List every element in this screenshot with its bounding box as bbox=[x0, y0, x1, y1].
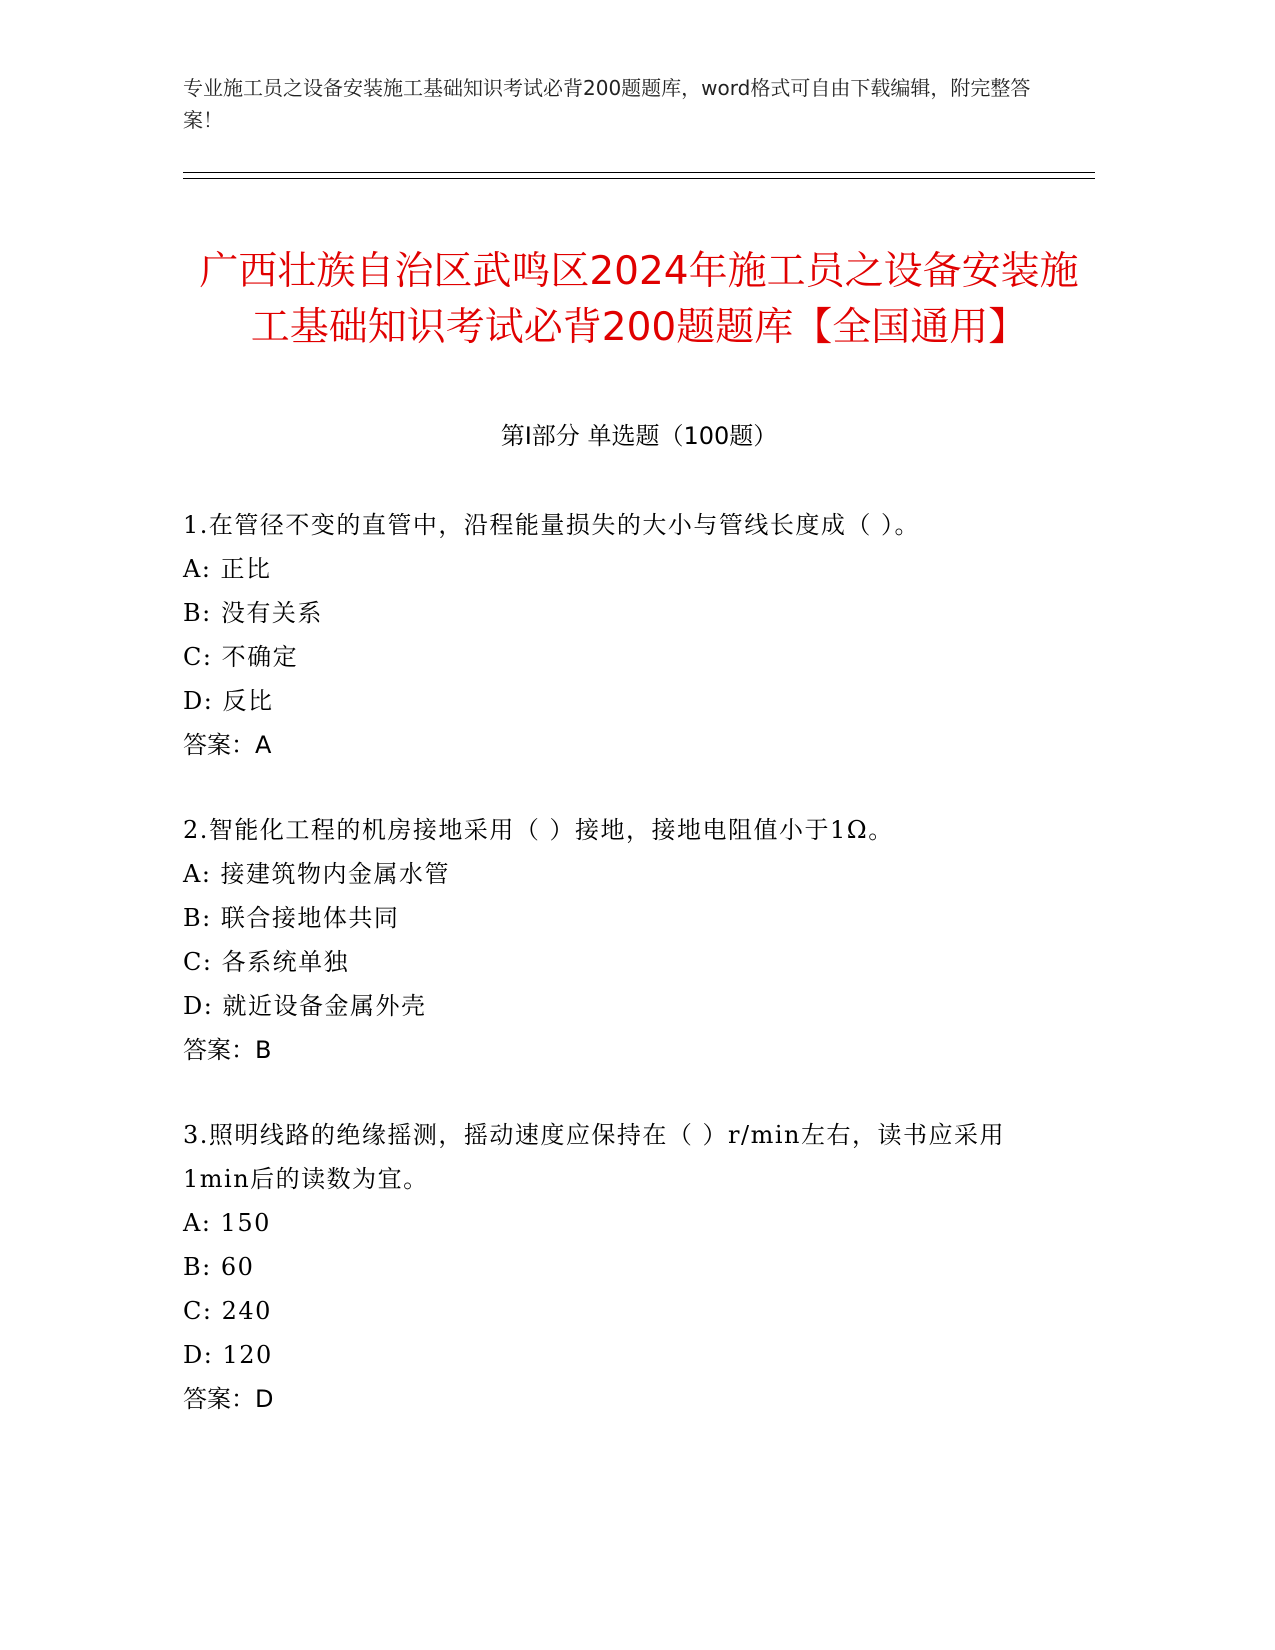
option-c: C: 240 bbox=[183, 1297, 272, 1325]
option-b: B: 没有关系 bbox=[183, 599, 323, 627]
option-a: A: 150 bbox=[183, 1209, 271, 1237]
option-d: D: 反比 bbox=[183, 687, 274, 715]
question-1 bbox=[183, 503, 1043, 767]
question-stem: 2.智能化工程的机房接地采用（ ）接地，接地电阻值小于1Ω。 bbox=[183, 816, 894, 844]
document-title: 广西壮族自治区武鸣区2024年施工员之设备安装施工基础知识考试必背200题题库【全国通用】 bbox=[199, 249, 1079, 351]
option-a: A: 接建筑物内金属水管 bbox=[183, 860, 451, 888]
option-d: D: 就近设备金属外壳 bbox=[183, 992, 427, 1020]
option-a: A: 正比 bbox=[183, 555, 272, 583]
header-rule-top bbox=[183, 172, 1095, 173]
answer: 答案：D bbox=[183, 1385, 274, 1413]
option-b: B: 联合接地体共同 bbox=[183, 904, 400, 932]
answer: 答案：A bbox=[183, 731, 272, 759]
option-c: C: 不确定 bbox=[183, 643, 299, 671]
header-note: 专业施工员之设备安装施工基础知识考试必背200题题库，word格式可自由下载编辑，附完整答案！ bbox=[183, 76, 1031, 132]
header-rule-bottom bbox=[183, 178, 1095, 179]
option-b: B: 60 bbox=[183, 1253, 255, 1281]
section-heading: 第Ⅰ部分 单选题（100题） bbox=[500, 422, 778, 450]
answer: 答案：B bbox=[183, 1036, 272, 1064]
question-stem: 3.照明线路的绝缘摇测，摇动速度应保持在（ ）r/min左右，读书应采用1min后的读数为宜。 bbox=[183, 1121, 1005, 1193]
question-2 bbox=[183, 808, 1043, 1072]
option-d: D: 120 bbox=[183, 1341, 273, 1369]
question-stem: 1.在管径不变的直管中，沿程能量损失的大小与管线长度成（ ）。 bbox=[183, 511, 921, 539]
question-3 bbox=[183, 1113, 1043, 1421]
option-c: C: 各系统单独 bbox=[183, 948, 350, 976]
